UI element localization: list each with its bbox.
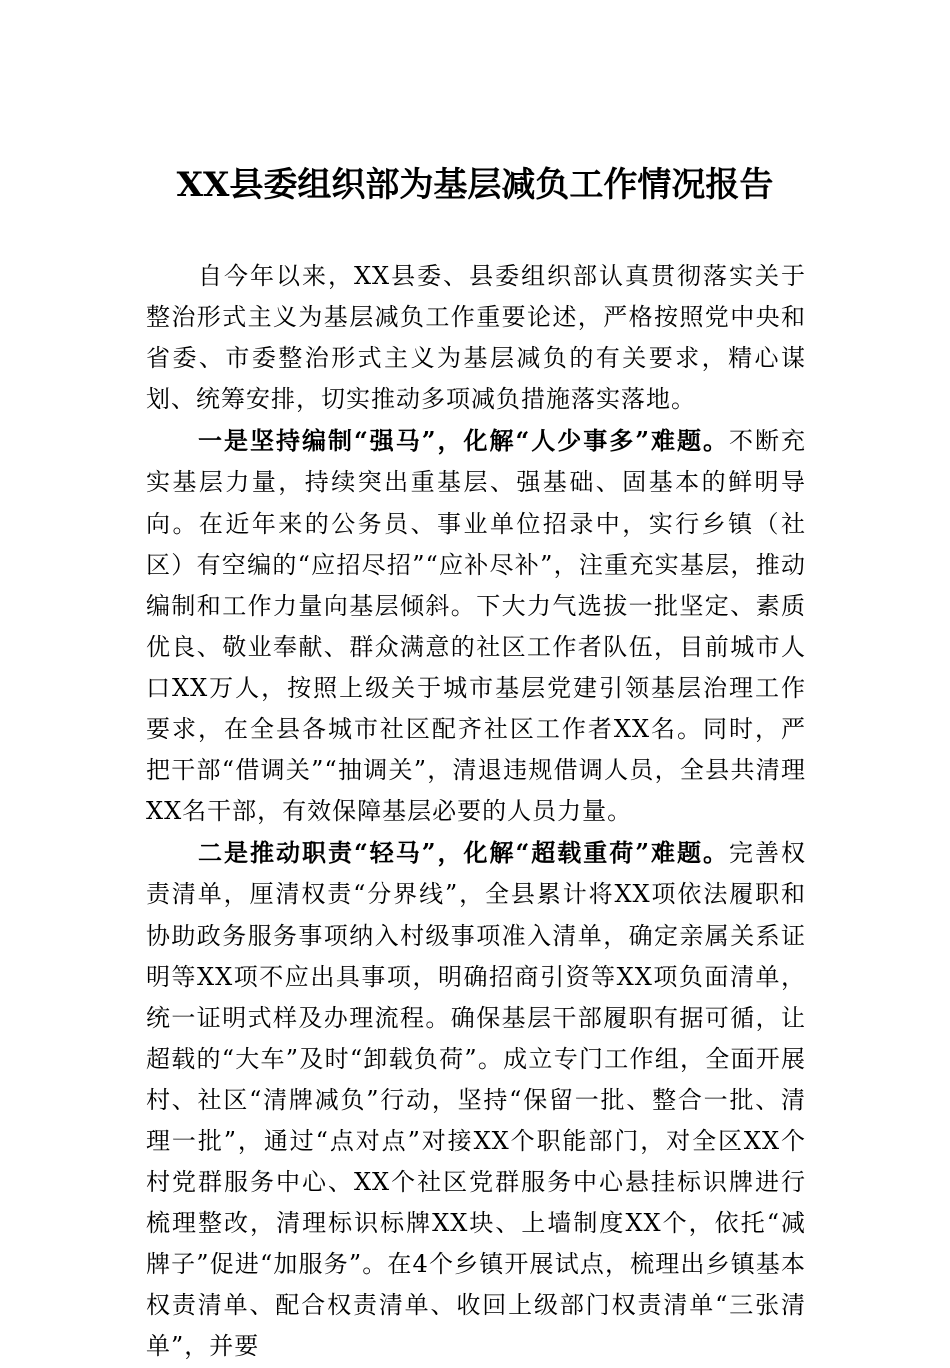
section-1-heading: 一是坚持编制“强马”，化解“人少事多”难题。 bbox=[198, 426, 730, 456]
document-body bbox=[146, 256, 806, 1368]
section-1-text: 不断充实基层力量，持续突出重基层、强基础、固基本的鲜明导向。在近年来的公务员、事业单位招录中，实行乡镇（社区）有空编的“应招尽招”“应补尽补”，注重充实基层，推动编制和工作力量向基层倾斜。下大力气选拔一批坚定、素质优良、敬业奉献、群众满意的社区工作者队伍，目前城市人口XX万人，按照上级关于城市基层党建引领基层治理工作要求，在全县各城市社区配齐社区工作者XX名。同时，严把干部“借调关”“抽调关”，清退违规借调人员，全县共清理XX名干部，有效保障基层必要的人员力量。 bbox=[146, 427, 807, 826]
section-2-heading: 二是推动职责“轻马”，化解“超载重荷”难题。 bbox=[198, 838, 730, 868]
section-paragraph-1 bbox=[146, 420, 806, 832]
intro-paragraph bbox=[146, 256, 806, 420]
section-paragraph-2 bbox=[146, 832, 806, 1367]
intro-paragraph-text: 自今年以来，XX县委、县委组织部认真贯彻落实关于整治形式主义为基层减负工作重要论述，严格按照党中央和省委、市委整治形式主义为基层减负的有关要求，精心谋划、统筹安排，切实推动多项减负措施落实落地。 bbox=[146, 262, 806, 414]
document-title: XX县委组织部为基层减负工作情况报告 bbox=[176, 165, 774, 205]
section-2-text: 完善权责清单，厘清权责“分界线”，全县累计将XX项依法履职和协助政务服务事项纳入村级事项准入清单，确定亲属关系证明等XX项不应出具事项，明确招商引资等XX项负面清单，统一证明式样及办理流程。确保基层干部履职有据可循，让超载的“大车”及时“卸载负荷”。成立专门工作组，全面开展村、社区“清牌减负”行动，坚持“保留一批、整合一批、清理一批”，通过“点对点”对接XX个职能部门，对全区XX个村党群服务中心、XX个社区党群服务中心悬挂标识牌进行梳理整改，清理标识标牌XX块、上墙制度XX个，依托“减牌子”促进“加服务”。在4个乡镇开展试点，梳理出乡镇基本权责清单、配合权责清单、收回上级部门权责清单“三张清单”，并要 bbox=[146, 839, 807, 1361]
